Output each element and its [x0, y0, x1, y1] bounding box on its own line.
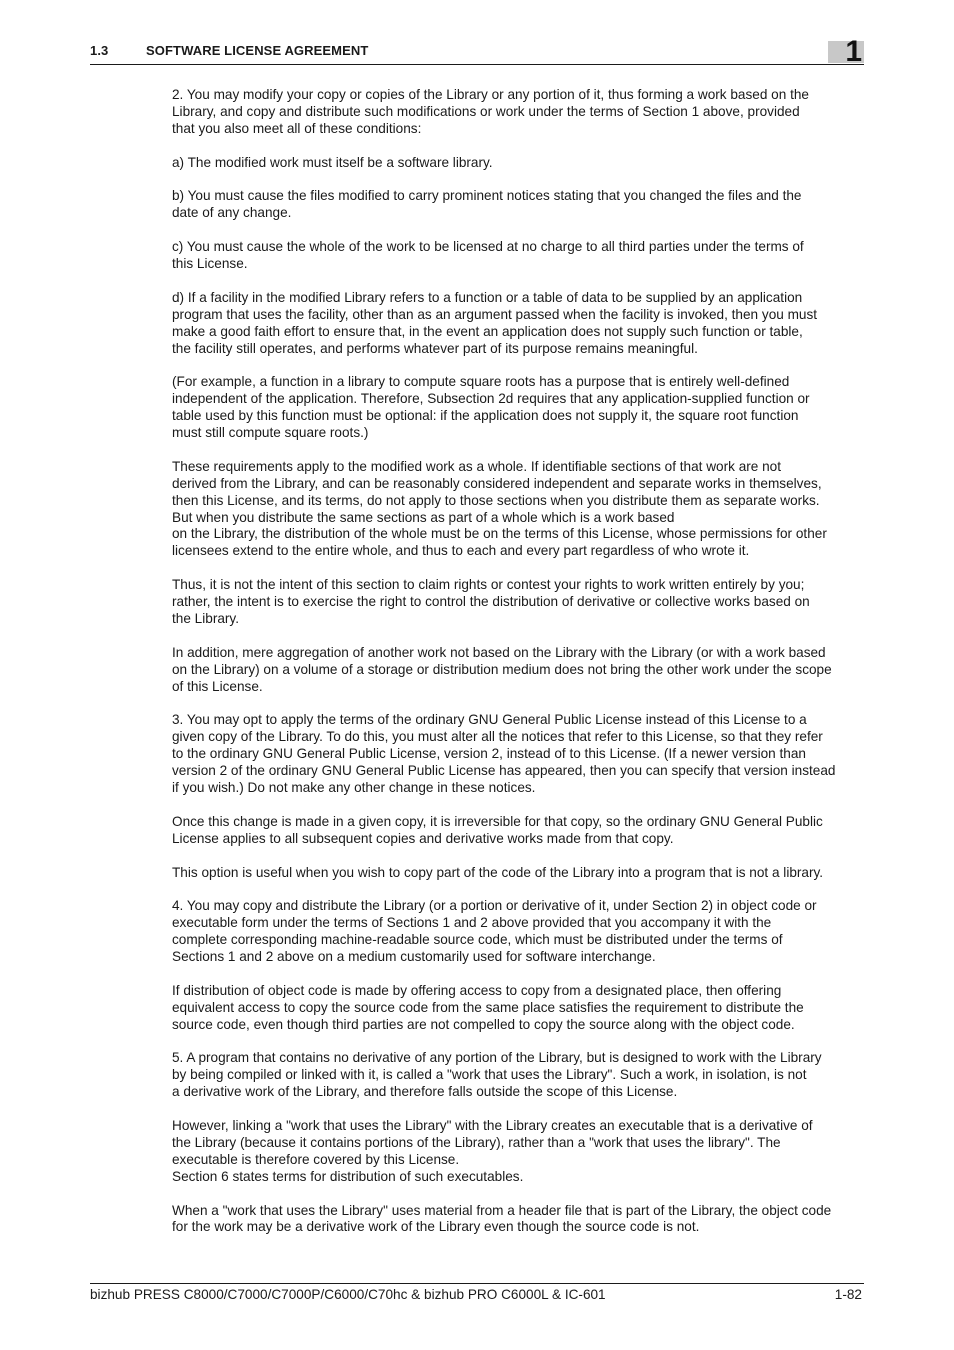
paragraph: 2. You may modify your copy or copies of the Library or any portion of it, thus forming a work based on the Library, and copy and distribute such modifications or work under the terms of Section 1 above, provided that you also meet all of these conditions: — [172, 87, 809, 136]
paragraph: In addition, mere aggregation of another work not based on the Library with the Library (or with a work based on the Library) on a volume of a storage or distribution medium does not bring the other work under the scope of this License. — [172, 644, 832, 694]
paragraph: When a "work that uses the Library" uses material from a header file that is part of the Library, the object code for the work may be a derivative work of the Library even though the source code is not. — [172, 1202, 832, 1235]
section-number: 1.3 — [90, 43, 109, 58]
paragraph: 4. You may copy and distribute the Library (or a portion or derivative of it, under Section 2) in object code or executable form under the terms of Sections 1 and 2 above provided that you accompany it with the complete corresponding machine-readable source code, which must be distributed under the terms of Sections 1 and 2 above on a medium customarily used for software interchange. — [172, 898, 817, 965]
section-title: SOFTWARE LICENSE AGREEMENT — [146, 43, 369, 58]
footer-product: bizhub PRESS C8000/C7000/C7000P/C6000/C70hc & bizhub PRO C6000L & IC-601 — [90, 1287, 606, 1302]
paragraph: This option is useful when you wish to copy part of the code of the Library into a program that is not a library. — [172, 864, 824, 880]
paragraph: Once this change is made in a given copy, it is irreversible for that copy, so the ordinary GNU General Public License applies to all subsequent copies and derivative works made from that copy. — [172, 813, 823, 846]
paragraph: These requirements apply to the modified work as a whole. If identifiable sections of that work are not derived from the Library, and can be reasonably considered independent and separate works in themselves, then this License, and its terms, do not apply to those sections when you distribute them as separate works. But when you distribute the same sections as part of a whole which is a work based on the Library, the distribution of the whole must be on the terms of this License, whose permissions for other licensees extend to the entire whole, and thus to each and every part regardless of who wrote it. — [172, 458, 827, 559]
header-divider — [90, 64, 864, 65]
footer-divider — [90, 1283, 864, 1284]
document-body — [172, 87, 866, 1253]
chapter-tab — [828, 35, 864, 68]
paragraph: 5. A program that contains no derivative of any portion of the Library, but is designed to work with the Library by being compiled or linked with it, is called a "work that uses the Library". Such a work, in isolation, is not a derivative work of the Library, and therefore falls outside the scope of this License. — [172, 1050, 822, 1100]
paragraph: (For example, a function in a library to compute square roots has a purpose that is entirely well-defined independent of the application. Therefore, Subsection 2d requires that any application-supplied function or table used by this function must be optional: if the application does not supply it, the square root function must still compute square roots.) — [172, 374, 810, 441]
paragraph: 3. You may opt to apply the terms of the ordinary GNU General Public License instead of this License to a given copy of the Library. To do this, you must alter all the notices that refer to this License, so that they refer to the ordinary GNU General Public License, version 2, instead of to this License. (If a newer version than version 2 of the ordinary GNU General Public License has appeared, then you can specify that version instead if you wish.) Do not make any other change in these notices. — [172, 712, 836, 796]
paragraph: d) If a facility in the modified Library refers to a function or a table of data to be supplied by an application program that uses the facility, other than as an argument passed when the facility is invoked, then you must make a good faith effort to ensure that, in the event an application does not supply such function or table, the facility still operates, and performs whatever part of its purpose remains meaningful. — [172, 289, 818, 356]
chapter-number: 1 — [845, 35, 862, 68]
page-number: 1-82 — [834, 1287, 862, 1302]
page-header — [90, 35, 864, 68]
paragraph: a) The modified work must itself be a software library. — [172, 154, 493, 170]
paragraph: However, linking a "work that uses the Library" with the Library creates an executable that is a derivative of the Library (because it contains portions of the Library), rather than a "work that uses the library". The executable is therefore covered by this License. Section 6 states terms for distribution of such executables. — [172, 1118, 813, 1184]
paragraph: Thus, it is not the intent of this section to claim rights or contest your rights to work written entirely by you; rather, the intent is to exercise the right to control the distribution of derivative or collective works based on the Library. — [172, 577, 810, 626]
page-footer — [90, 1283, 864, 1313]
paragraph: b) You must cause the files modified to carry prominent notices stating that you changed the files and the date of any change. — [172, 188, 802, 221]
paragraph: c) You must cause the whole of the work to be licensed at no charge to all third parties under the terms of this License. — [172, 239, 804, 272]
paragraph: If distribution of object code is made by offering access to copy from a designated place, then offering equivalent access to copy the source code from the same place satisfies the requirement to distribute the source code, even though third parties are not compelled to copy the source along with the object code. — [172, 982, 804, 1032]
